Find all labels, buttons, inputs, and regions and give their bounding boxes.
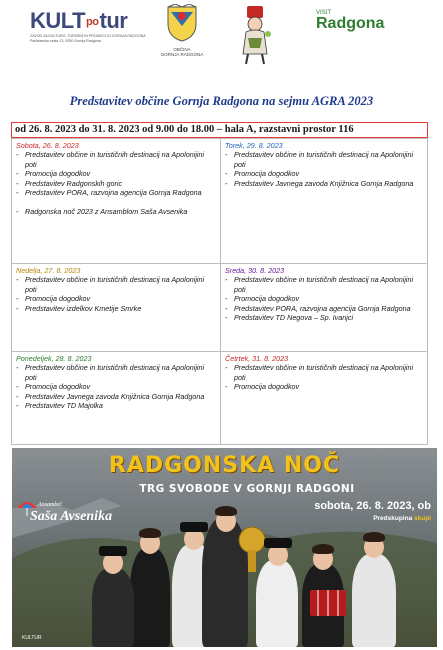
list-item: - Predstavitev PORA, razvojna agencija Gornja Radgona: [225, 304, 423, 314]
band-label: Ansambel: [38, 502, 62, 508]
poster-footer-logo: KULTUR: [22, 635, 42, 641]
list-item: - Promocija dogodkov: [16, 169, 216, 179]
band-name: Saša Avsenika: [30, 509, 113, 524]
list-item: - Predstavitev TD Majolka: [16, 401, 216, 411]
band-member-hair: [215, 506, 237, 516]
item-list: [16, 275, 216, 313]
list-item: - Promocija dogodkov: [225, 382, 423, 392]
list-item: - Predstavitev Radgonskih goric: [16, 179, 216, 189]
day-cell-sunday: [12, 264, 220, 351]
day-heading: Nedelja, 27. 8. 2023: [16, 266, 81, 275]
item-list: [16, 150, 216, 217]
item-list: [225, 150, 423, 188]
list-item: - Predstavitev Javnega zavoda Knjižnica Gornja Radgona: [225, 179, 423, 189]
list-item: - Predstavitev Javnega zavoda Knjižnica Gornja Radgona: [16, 392, 216, 402]
kultur-logo: KULTpotur ZAVOD ZA KULTURO, TURIZEM IN PROMOCIJO GORNJA RADGONA Partizanska cesta 13, 9250 Gornja Radgona: [30, 8, 146, 43]
day-cell-monday: [12, 352, 220, 444]
band-member: [352, 554, 396, 647]
accordion-icon: [308, 588, 348, 618]
poster-support-act: Predskupina skupi: [373, 515, 431, 522]
band-member-hat: [180, 522, 208, 532]
day-heading: Sobota, 26. 8. 2023: [16, 141, 79, 150]
day-heading: Četrtek, 31. 8. 2023: [225, 354, 289, 363]
day-heading: Torek, 29. 8. 2023: [225, 141, 283, 150]
band-member-hair: [312, 544, 334, 554]
day-heading: Sreda, 30. 8. 2023: [225, 266, 285, 275]
day-cell-wednesday: [221, 264, 427, 351]
list-item: - Predstavitev občine in turističnih destinacij na Apolonijini poti: [225, 363, 423, 382]
band-member: [92, 568, 134, 647]
list-item: - Predstavitev občine in turističnih destinacij na Apolonijini poti: [16, 363, 216, 382]
list-item: - Predstavitev občine in turističnih destinacij na Apolonijini poti: [225, 150, 423, 169]
band-member: [256, 560, 298, 647]
band-member: [130, 548, 170, 647]
municipality-crest: OBČINA GORNJA RADGONA: [156, 4, 208, 64]
list-item: - Predstavitev PORA, razvojna agencija Gornja Radgona: [16, 188, 216, 198]
list-item: - Predstavitev občine in turističnih destinacij na Apolonijini poti: [16, 275, 216, 294]
list-item: - Promocija dogodkov: [225, 169, 423, 179]
day-cell-tuesday: [221, 139, 427, 263]
event-poster: [12, 448, 437, 647]
day-heading: Ponedeljek, 28. 8. 2023: [16, 354, 92, 363]
mascot-illustration: [234, 4, 276, 66]
visit-radgona-logo: VISIT Radgona: [316, 10, 385, 32]
band-member-hair: [363, 532, 385, 542]
coat-of-arms-icon: [165, 4, 199, 42]
list-item: - Promocija dogodkov: [16, 294, 216, 304]
day-cell-saturday: [12, 139, 220, 263]
item-list: [225, 275, 423, 323]
list-item: - Predstavitev občine in turističnih destinacij na Apolonijini poti: [16, 150, 216, 169]
band-member-hat: [264, 538, 292, 548]
poster-date: sobota, 26. 8. 2023, ob: [314, 500, 431, 512]
list-item: - Promocija dogodkov: [16, 382, 216, 392]
poster-location: TRG SVOBODE V GORNJI RADGONI: [139, 483, 355, 495]
band-member-hair: [139, 528, 161, 538]
list-item: - Promocija dogodkov: [225, 294, 423, 304]
logo-bar: [0, 0, 443, 70]
poster-headline: RADGONSKA NOČ: [108, 453, 341, 478]
list-item: - Predstavitev izdelkov Kmetije Smrke: [16, 304, 216, 314]
item-list: [225, 363, 423, 392]
figure-icon: [234, 4, 276, 66]
day-cell-thursday: [221, 352, 427, 444]
page-title: Predstavitev občine Gornja Radgona na sejmu AGRA 2023: [69, 94, 374, 108]
list-item: - Predstavitev TD Negova – Sp. Ivanjci: [225, 313, 423, 323]
date-banner: od 26. 8. 2023 do 31. 8. 2023 od 9.00 do 18.00 – hala A, razstavni prostor 116: [11, 122, 428, 138]
list-item: - Predstavitev občine in turističnih destinacij na Apolonijini poti: [225, 275, 423, 294]
list-item: - Radgonska noč 2023 z Ansamblom Saša Avsenika: [16, 207, 216, 217]
schedule-table: [11, 138, 428, 445]
item-list: [16, 363, 216, 411]
band-member-hat: [99, 546, 127, 556]
